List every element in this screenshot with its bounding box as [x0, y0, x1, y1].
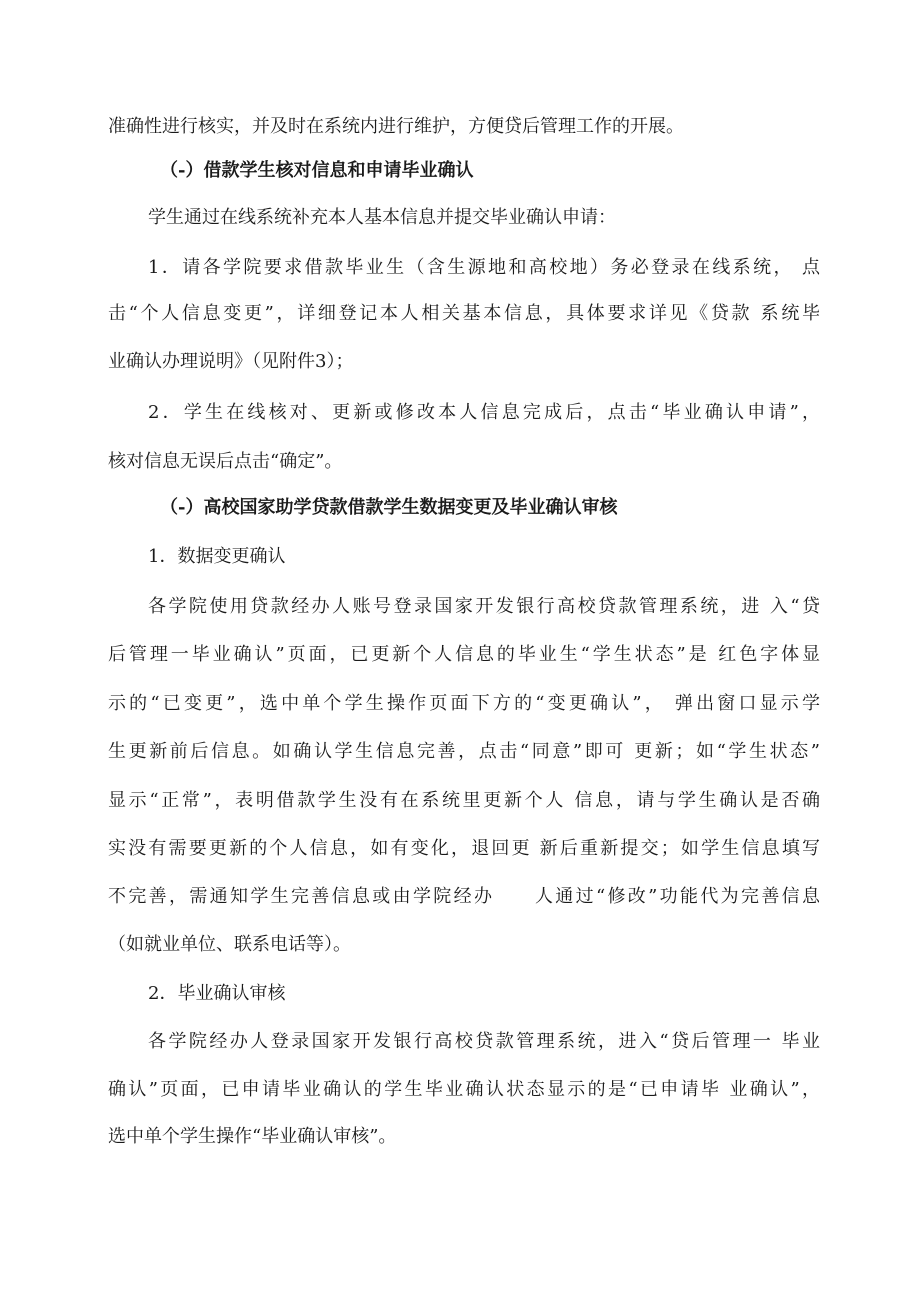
paragraph-line: 生更新前后信息。如确认学生信息完善，点击“同意”即可 更新；如“学生状态” — [108, 741, 820, 762]
paragraph-line: 不完善，需通知学生完善信息或由学院经办 人通过“修改”功能代为完善信息 — [108, 886, 820, 907]
list-item-1-line: 1．请各学院要求借款毕业生（含生源地和高校地）务必登录在线系统， 点 — [148, 257, 820, 278]
paragraph-line: 选中单个学生操作“毕业确认审核”。 — [108, 1126, 397, 1147]
list-item-2-line: 核对信息无误后点击“确定”。 — [108, 451, 343, 472]
section-heading-1: （-）借款学生核对信息和申请毕业确认 — [160, 160, 474, 181]
paragraph-line: 后管理一毕业确认”页面，已更新个人信息的毕业生“学生状态”是 红色字体显 — [108, 644, 820, 665]
paragraph-line: （如就业单位、联系电话等）。 — [108, 934, 351, 955]
list-item-2-line: 2．学生在线核对、更新或修改本人信息完成后，点击“毕业确认申请”， — [148, 402, 820, 423]
paragraph-line: 确认”页面，已申请毕业确认的学生毕业确认状态显示的是“已申请毕 业确认”， — [108, 1079, 820, 1100]
paragraph-line: 实没有需要更新的个人信息，如有变化，退回更 新后重新提交；如学生信息填写 — [108, 838, 820, 859]
paragraph-line: 准确性进行核实，并及时在系统内进行维护，方便贷后管理工作的开展。 — [108, 116, 684, 137]
paragraph-line: 显示“正常”，表明借款学生没有在系统里更新个人 信息，请与学生确认是否确 — [108, 790, 820, 811]
subsection-heading-2: 2．毕业确认审核 — [148, 983, 286, 1004]
subsection-heading-1: 1．数据变更确认 — [148, 546, 286, 567]
paragraph-line: 学生通过在线系统补充本人基本信息并提交毕业确认申请： — [148, 207, 616, 228]
paragraph-line: 各学院使用贷款经办人账号登录国家开发银行高校贷款管理系统，进 入“贷 — [148, 596, 820, 617]
section-heading-2: （-）高校国家助学贷款借款学生数据变更及毕业确认审核 — [160, 497, 618, 518]
paragraph-line: 示的“已变更”，选中单个学生操作页面下方的“变更确认”， 弹出窗口显示学 — [108, 693, 820, 714]
list-item-1-line: 击“个人信息变更”，详细登记本人相关基本信息，具体要求详见《贷款 系统毕 — [108, 303, 820, 324]
paragraph-line: 各学院经办人登录国家开发银行高校贷款管理系统，进入“贷后管理一 毕业 — [148, 1031, 820, 1052]
list-item-1-line: 业确认办理说明》（见附件3）； — [108, 351, 354, 372]
